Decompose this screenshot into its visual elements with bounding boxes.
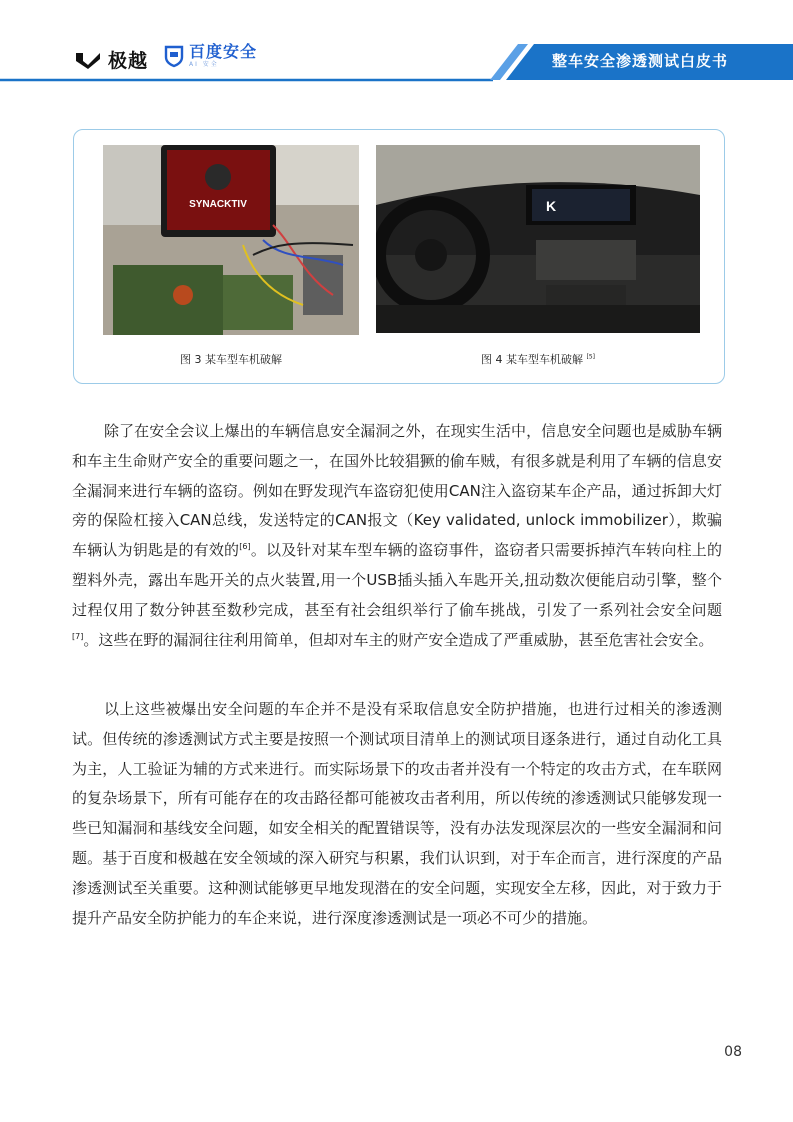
hacked-head-unit-image — [103, 145, 359, 335]
paragraph-2: 以上这些被爆出安全问题的车企并不是没有采取信息安全防护措施，也进行过相关的渗透测试。但传统的渗透测试方式主要是按照一个测试项目清单上的测试项目逐条进行，通过自动化工具为主，人工验证为辅的方式来进行。而实际场景下的攻击者并没有一个特定的攻击方式，在车联网的复杂场景下，所有可能存在的攻击路径都可能被攻击者利用，所以传统的渗透测试只能够发现一些已知漏洞和基线安全问题，如安全相关的配置错误等，没有办法发现深层次的一些安全漏洞和问题。基于百度和极越在安全领域的深入研究与积累，我们认识到，对于车企而言，进行深度的产品渗透测试至关重要。这种测试能够更早地发现潜在的安全问题，实现安全左移，因此，对于致力于提升产品安全防护能力的车企来说，进行深度渗透测试是一项必不可少的措施。 — [72, 700, 722, 927]
page-number: 08 — [724, 1044, 742, 1060]
jiyue-logo-text: 极越 — [108, 49, 149, 72]
figure-4-reference: [5] — [586, 353, 595, 361]
screen-brand-text: SYNACKTIV — [189, 199, 247, 210]
figure-3-caption-text: 图 3 某车型车机破解 — [180, 353, 282, 366]
paragraph-1-part-a: 除了在安全会议上爆出的车辆信息安全漏洞之外，在现实生活中，信息安全问题也是威胁车辆和车主生命财产安全的重要问题之一，在国外比较猖獗的偷车贼，有很多就是利用了车辆的信息安全漏洞来进行车辆的盗窃。例如在野发现汽车盗窃犯使用CAN注入盗窃某车企产品，通过拆卸大灯旁的保险杠接入CAN总线，发送特定的CAN报文（Key validated, unlock immobilizer），欺骗车辆认为钥匙是的有效的 — [72, 422, 722, 560]
figure-3-photo — [103, 145, 359, 335]
baidu-logo-subtext: AI 安全 — [189, 61, 219, 68]
figure-4-caption — [376, 351, 700, 367]
figure-4-photo — [376, 145, 700, 333]
paragraph-1-part-c: 。这些在野的漏洞往往利用简单，但却对车主的财产安全造成了严重威胁，甚至危害社会安全。 — [83, 630, 714, 649]
screen-logo-text: K — [546, 198, 557, 214]
citation-6: [6] — [239, 542, 251, 552]
citation-7: [7] — [72, 631, 84, 641]
car-dashboard-image — [376, 145, 700, 333]
page-header — [0, 0, 793, 90]
figure-3-caption — [103, 351, 359, 367]
document-title: 整车安全渗透测试白皮书 — [551, 52, 728, 70]
baidu-logo-text: 百度安全 — [189, 42, 258, 61]
paragraph-1-part-b: 。以及针对某车型车辆的盗窃事件，盗窃者只需要拆掉汽车转向柱上的塑料外壳，露出车匙开关的点火装置,用一个USB插头插入车匙开关,扭动数次便能启动引擎，整个过程仅用了数分钟甚至数秒完成，甚至有社会组织举行了偷车挑战，引发了一系列社会安全问题 — [72, 541, 722, 619]
header-title-bar — [0, 0, 793, 90]
figure-4-caption-text: 图 4 某车型车机破解 — [481, 353, 583, 366]
paragraph-1 — [72, 417, 722, 655]
